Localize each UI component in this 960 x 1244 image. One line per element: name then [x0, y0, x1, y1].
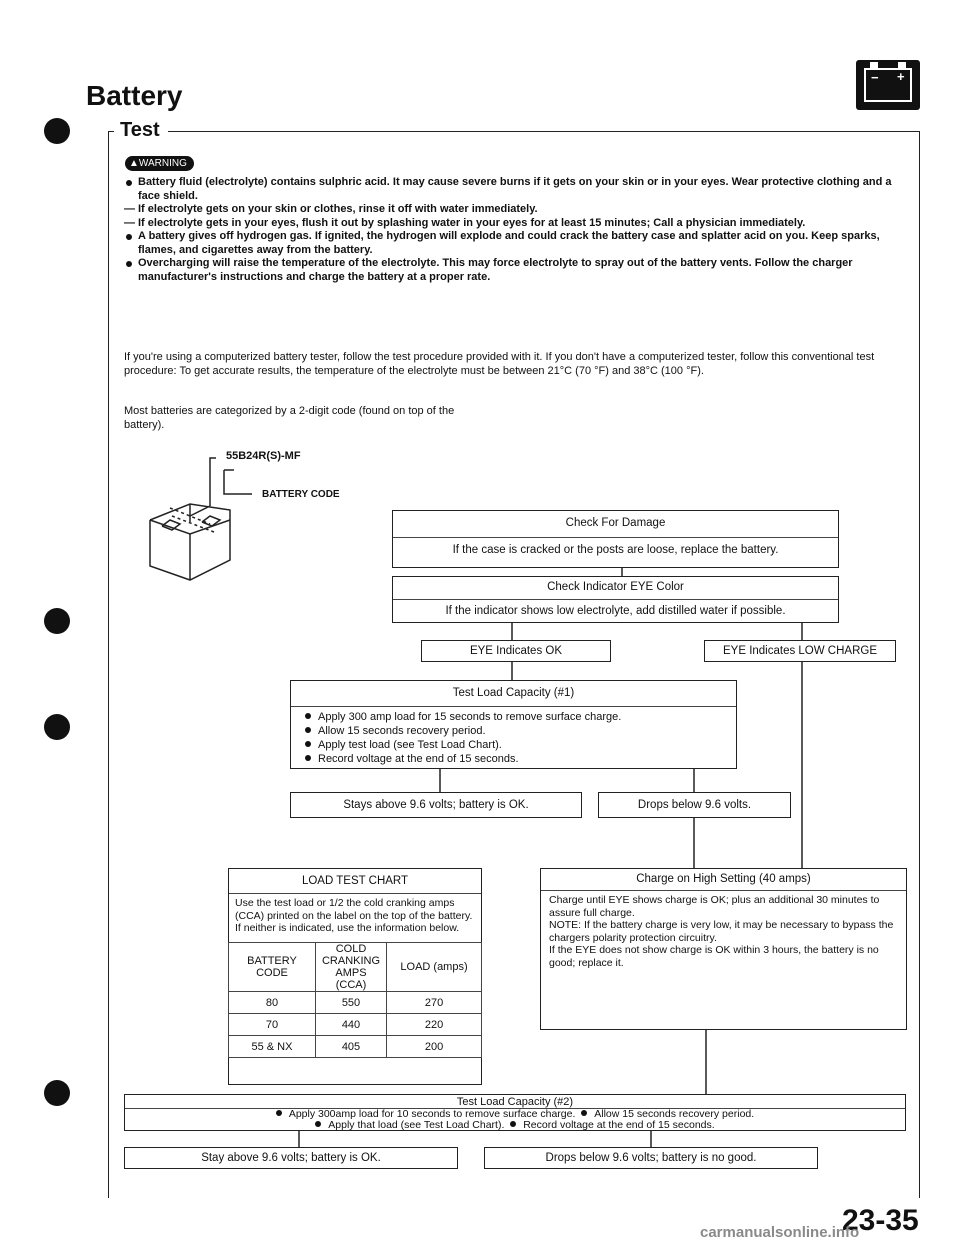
test-load-1-title: Test Load Capacity (#1)	[452, 687, 575, 699]
table-row: 55 & NX 405 200	[229, 1036, 482, 1058]
warning-item: A battery gives off hydrogen gas. If ignited, the hydrogen will explode and could crack the battery case and splatter acid on you. Keep sparks, flames, and cigarettes away from the battery.	[124, 230, 904, 257]
test-load-1-item: Allow 15 seconds recovery period.	[305, 725, 486, 739]
test-load-2-line: Apply 300amp load for 10 seconds to remove surface charge. Allow 15 seconds recovery period.	[125, 1109, 905, 1120]
page-number: 23-35	[842, 1204, 919, 1237]
test-load-2-title: Test Load Capacity (#2)	[456, 1096, 574, 1108]
warning-item: — If electrolyte gets in your eyes, flush it out by splashing water in your eyes for at least 15 minutes; Call a physician immediately.	[124, 216, 806, 229]
check-eye-title: Check Indicator EYE Color	[547, 581, 684, 593]
warning-item: Overcharging will raise the temperature of the electrolyte. This may force electrolyte to spray out of the battery vents. Follow the charger manufacturer's instructions and charge the battery at a proper rate.	[124, 257, 904, 284]
table-row: 80 550 270	[229, 992, 482, 1014]
load-chart-title: LOAD TEST CHART	[301, 875, 409, 887]
load-chart-header: BATTERY CODE	[229, 943, 316, 992]
test-load-1-item: Apply 300 amp load for 15 seconds to remove surface charge.	[305, 711, 621, 725]
intro-paragraph: If you're using a computerized battery tester, follow the test procedure provided with it. If you don't have a computerized tester, follow this conventional test procedure: To get accurate results, the temperature of the electrolyte must be between 21°C (70 °F) and 38°C (100 °F).	[124, 351, 875, 377]
battery-code-label: BATTERY CODE	[262, 489, 340, 500]
check-damage-title: Check For Damage	[565, 517, 666, 529]
table-row: 70 440 220	[229, 1014, 482, 1036]
charge-box	[540, 868, 907, 1030]
charge-text: Charge until EYE shows charge is OK; plus an additional 30 minutes to assure full charge. NOTE: If the battery charge is very low, it may be necessary to bypass the chargers polarity protection circuitry. If the EYE does not show charge is OK within 3 hours, the battery is no good; replace it.	[549, 894, 894, 969]
eye-low-box: EYE Indicates LOW CHARGE	[704, 640, 896, 662]
stays-above-1-box: Stays above 9.6 volts; battery is OK.	[290, 792, 582, 818]
drops-below-1-box: Drops below 9.6 volts.	[598, 792, 791, 818]
warning-item: Battery fluid (electrolyte) contains sulphric acid. It may cause severe burns if it gets on your skin or in your eyes. Wear protective clothing and a face shield.	[124, 176, 904, 203]
load-chart-table	[228, 942, 482, 1058]
page-title: Battery	[86, 80, 183, 111]
load-chart-description: Use the test load or 1/2 the cold cranking amps (CCA) printed on the label on the top of the battery. If neither is indicated, use the information below.	[235, 897, 473, 934]
test-load-1-box	[290, 680, 737, 769]
drops-below-2-box: Drops below 9.6 volts; battery is no good.	[484, 1147, 818, 1169]
warning-item: — If electrolyte gets on your skin or clothes, rinse it off with water immediately.	[124, 203, 538, 215]
battery-code-example: 55B24R(S)-MF	[226, 450, 301, 462]
test-load-2-line: Apply that load (see Test Load Chart). Record voltage at the end of 15 seconds.	[125, 1120, 905, 1131]
test-load-1-item: Apply test load (see Test Load Chart).	[305, 739, 502, 753]
check-eye-text: If the indicator shows low electrolyte, add distilled water if possible.	[445, 605, 786, 617]
load-chart-header: COLD CRANKING AMPS (CCA)	[315, 943, 386, 992]
check-eye-box	[392, 576, 839, 623]
footer-watermark: carmanualsonline.info	[700, 1224, 860, 1241]
charge-title: Charge on High Setting (40 amps)	[636, 873, 811, 885]
battery-icon: − +	[856, 60, 920, 110]
test-load-1-item: Record voltage at the end of 15 seconds.	[305, 753, 519, 767]
eye-ok-box: EYE Indicates OK	[421, 640, 611, 662]
stay-above-2-box: Stay above 9.6 volts; battery is OK.	[124, 1147, 458, 1169]
test-load-2-box	[124, 1094, 906, 1131]
section-title: Test	[114, 119, 168, 142]
check-damage-text: If the case is cracked or the posts are loose, replace the battery.	[452, 544, 779, 556]
warning-badge: ▲WARNING	[125, 156, 194, 171]
battery-code-paragraph: Most batteries are categorized by a 2-digit code (found on top of the battery).	[124, 405, 455, 431]
warning-triangle-icon: ▲	[129, 158, 139, 169]
check-damage-box	[392, 510, 839, 568]
load-chart-header: LOAD (amps)	[387, 943, 482, 992]
